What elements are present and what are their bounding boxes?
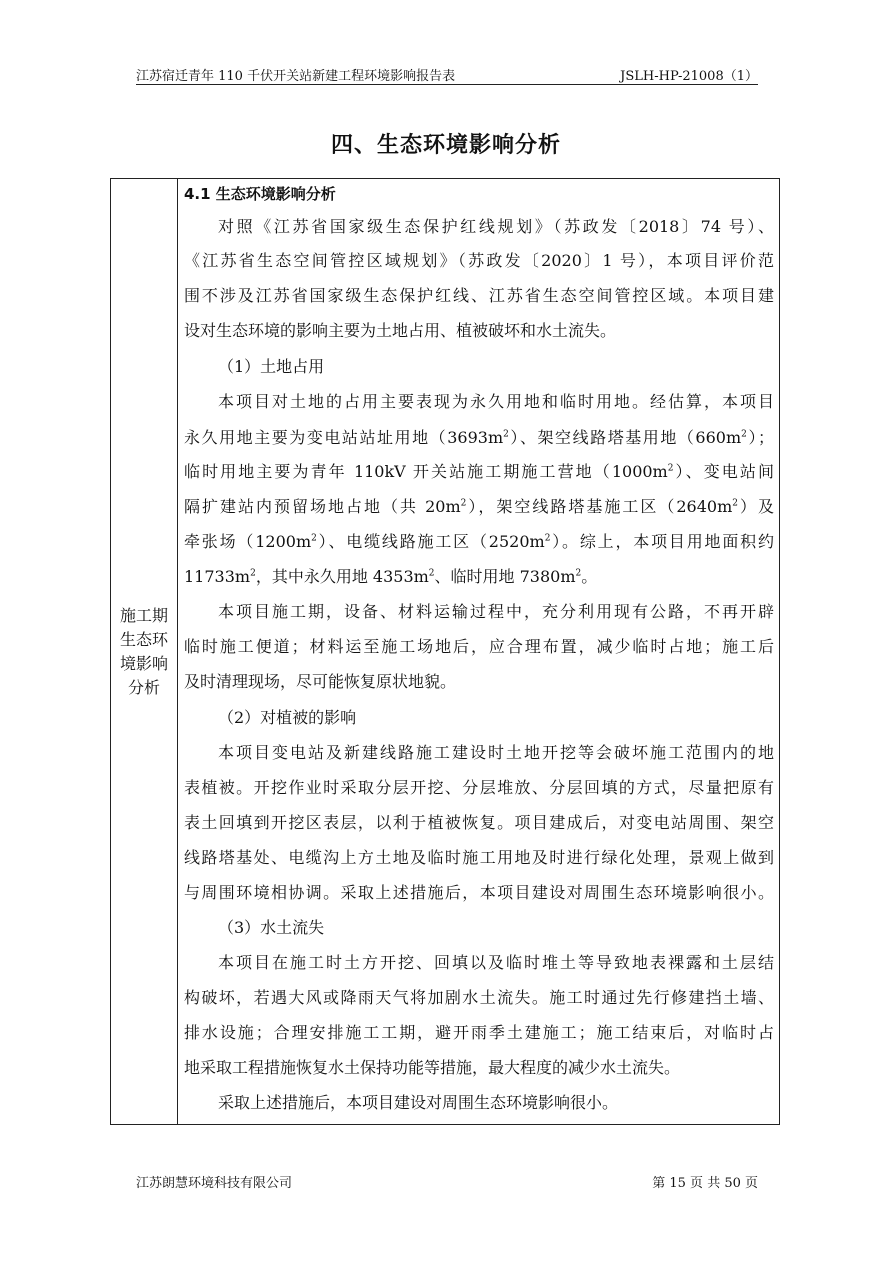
footer-company: 江苏朗慧环境科技有限公司 [136,1176,293,1191]
paragraph-line: 围不涉及江苏省国家级生态保护红线、江苏省生态空间管控区域。本项目建 [184,286,774,305]
paragraph-line: 表土回填到开挖区表层，以利于植被恢复。项目建成后，对变电站周围、架空 [184,813,774,832]
superscript: 2 [250,568,256,579]
paragraph-line: 排水设施；合理安排施工工期，避开雨季土建施工；施工结束后，对临时占 [184,1023,774,1042]
paragraph-line [184,461,774,483]
paragraph-line: 《江苏省生态空间管控区域规划》（苏政发〔2020〕1 号），本项目评价范 [184,251,774,270]
paragraph-line: 临时施工便道；材料运至施工场地后，应合理布置，减少临时占地；施工后 [184,637,774,656]
subsection-heading: （3）水土流失 [218,918,325,937]
page-footer [136,1172,758,1190]
paragraph-line: 采取上述措施后，本项目建设对周围生态环境影响很小。 [218,1093,619,1112]
superscript: 2 [311,533,317,544]
paragraph-line: 本项目施工期，设备、材料运输过程中，充分利用现有公路，不再开辟 [218,602,774,621]
line-segment: 永久用地主要为变电站站址用地（3693m [184,428,504,447]
page-header [136,64,758,85]
superscript: 2 [503,429,509,440]
line-segment: ，其中永久用地 4353m [255,567,429,586]
line-segment: ）、架空线路塔基用地（660m [508,428,742,447]
paragraph-line [184,531,774,553]
page-number: 第 15 页 共 50 页 [652,1176,758,1191]
column-divider [177,179,178,1124]
line-segment: ）； [746,428,774,447]
paragraph-line [184,427,774,449]
left-label-text: 施工期生态环境影响分析 [119,605,168,697]
subsection-heading: （2）对植被的影响 [218,708,357,727]
header-report-code: JSLH-HP-21008（1） [620,69,758,84]
line-segment: ）。综上，本项目用地面积约 [550,532,774,551]
line-segment: 隔扩建站内预留场地占地（共 20m [184,497,461,516]
paragraph-line: 地采取工程措施恢复水土保持功能等措施，最大程度的减少水土流失。 [184,1058,681,1077]
paragraph-line: 及时清理现场，尽可能恢复原状地貌。 [184,672,457,691]
line-segment: 、临时用地 7380m [434,567,576,586]
superscript: 2 [732,498,738,509]
paragraph-line [184,566,597,588]
line-segment: ），架空线路塔基施工区（2640m [466,497,733,516]
superscript: 2 [544,533,551,544]
paragraph-line: 本项目变电站及新建线路施工建设时土地开挖等会破坏施工范围内的地 [218,743,774,762]
paragraph-line: 构破坏，若遇大风或降雨天气将加剧水土流失。施工时通过先行修建挡土墙、 [184,988,774,1007]
analysis-table [110,178,780,1125]
line-segment: ）、变电站间 [673,462,774,481]
line-segment: 。 [581,567,598,586]
paragraph-line: 线路塔基处、电缆沟上方土地及临时施工用地及时进行绿化处理，景观上做到 [184,848,774,867]
paragraph-line: 与周围环境相协调。采取上述措施后，本项目建设对周围生态环境影响很小。 [184,883,774,902]
subsection-heading: （1）土地占用 [218,357,325,376]
left-label-cell [111,179,177,1124]
line-segment: 牵张场（1200m [184,532,312,551]
paragraph-line: 设对生态环境的影响主要为土地占用、植被破坏和水土流失。 [184,321,617,340]
superscript: 2 [741,429,747,440]
line-segment: ）及 [737,497,774,516]
paragraph-line: 表植被。开挖作业时采取分层开挖、分层堆放、分层回填的方式，尽量把原有 [184,778,774,797]
section-heading: 4.1 生态环境影响分析 [184,185,336,203]
chapter-title: 四、生态环境影响分析 [330,133,561,158]
paragraph-line [184,496,774,518]
superscript: 2 [428,568,435,579]
paragraph-line: 对照《江苏省国家级生态保护红线规划》（苏政发〔2018〕74 号）、 [218,217,774,236]
line-segment: 临时用地主要为青年 110kV 开关站施工期施工营地（1000m [184,462,668,481]
superscript: 2 [667,463,674,474]
line-segment: ）、电缆线路施工区（2520m [316,532,545,551]
paragraph-line: 本项目对土地的占用主要表现为永久用地和临时用地。经估算，本项目 [218,392,774,411]
header-report-title: 江苏宿迁青年 110 千伏开关站新建工程环境影响报告表 [136,69,456,84]
superscript: 2 [460,498,467,509]
line-segment: 11733m [184,567,251,586]
paragraph-line: 本项目在施工时土方开挖、回填以及临时堆土等导致地表裸露和土层结 [218,953,774,972]
superscript: 2 [575,568,582,579]
